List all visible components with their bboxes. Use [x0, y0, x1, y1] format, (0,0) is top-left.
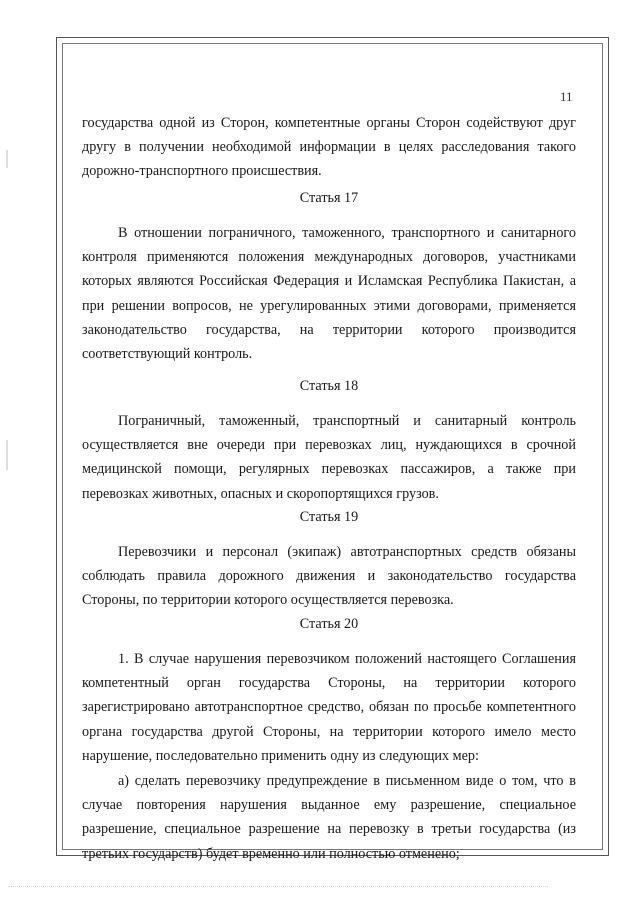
article-19-paragraph: Перевозчики и персонал (экипаж) автотранспортных средств обязаны соблюдать правила дорожного движения и законодательство государства Стороны, по территории которого осуществляется перевозка. — [82, 544, 576, 609]
article-17-paragraph: В отношении пограничного, таможенного, транспортного и санитарного контроля применяются положения международных договоров, участниками которых являются Российская Федерация и Исламская Республика Пакистан, а при решении вопросов, не урегулированных этими договорами, применяется законодательство государства, на территории которого производится соответствующий контроль. — [82, 225, 576, 363]
article-20-heading: Статья 20 — [299, 616, 359, 632]
scan-artifact — [6, 440, 8, 470]
scan-artifact — [8, 880, 548, 887]
article-17-heading: Статья 17 — [299, 190, 359, 206]
scan-artifact — [6, 150, 8, 168]
article-20-paragraph-1: 1. В случае нарушения перевозчиком положений настоящего Соглашения компетентный орган государства Стороны, на территории которого зарегистрировано автотранспортное средство, обязан по просьбе компетентного органа государства другой Стороны, на территории которого имело место нарушение, последовательно применить одну из следующих мер: — [82, 651, 576, 764]
page-number: 11 — [560, 89, 573, 104]
paragraph-continuation: государства одной из Сторон, компетентные органы Сторон содействуют друг другу в получении необходимой информации в целях расследования такого дорожно-транспортного происшествия. — [82, 115, 576, 180]
article-18-heading: Статья 18 — [299, 378, 359, 394]
article-20-item-a: а) сделать перевозчику предупреждение в письменном виде о том, что в случае повторения нарушения выданное ему разрешение, специальное разрешение, специальное разрешение на перевозку в третьи государства (из третьих государств) будет временно или полностью отменено; — [82, 773, 576, 862]
article-18-paragraph: Пограничный, таможенный, транспортный и санитарный контроль осуществляется вне очереди при перевозках лиц, нуждающихся в срочной медицинской помощи, регулярных перевозках пассажиров, а также при перевозках животных, опасных и скоропортящихся грузов. — [82, 413, 576, 502]
article-19-heading: Статья 19 — [299, 509, 359, 525]
